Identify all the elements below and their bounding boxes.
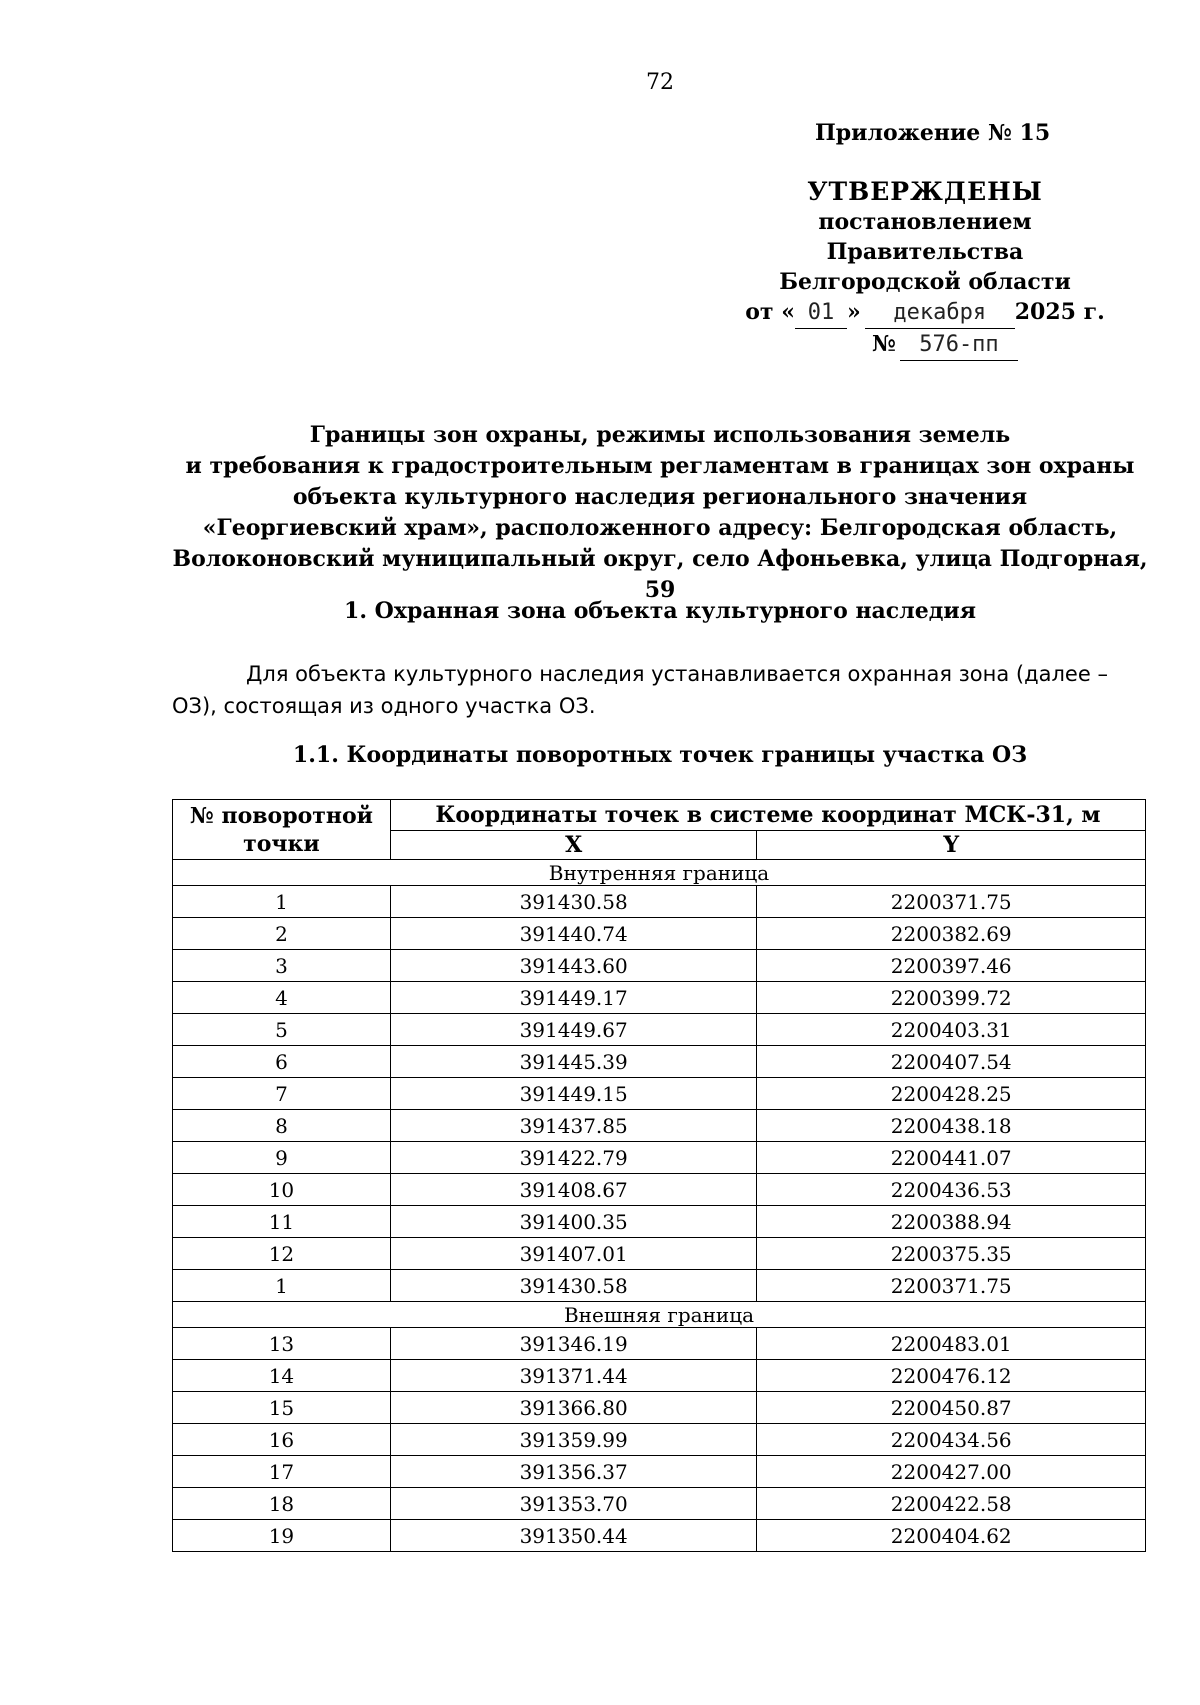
point-number-cell: 11: [173, 1206, 391, 1238]
y-coordinate-cell: 2200422.58: [757, 1488, 1146, 1520]
approval-date-line: [730, 297, 1120, 329]
y-coordinate-cell: 2200450.87: [757, 1392, 1146, 1424]
y-coordinate-cell: 2200371.75: [757, 1270, 1146, 1302]
point-number-cell: 19: [173, 1520, 391, 1552]
y-coordinate-cell: 2200375.35: [757, 1238, 1146, 1270]
y-coordinate-cell: 2200397.46: [757, 950, 1146, 982]
table-row: [173, 1520, 1146, 1552]
group-label: Внешняя граница: [173, 1302, 1146, 1328]
point-number-cell: 16: [173, 1424, 391, 1456]
date-mid: »: [846, 299, 861, 325]
x-coordinate-cell: 391449.15: [390, 1078, 757, 1110]
body-paragraph: Для объекта культурного наследия устанавливается охранная зона (далее – ОЗ), состоящая из одного участка ОЗ.: [172, 662, 1108, 718]
title-line-4: «Георгиевский храм», расположенного адресу: Белгородская область,: [202, 515, 1118, 541]
x-coordinate-cell: 391408.67: [390, 1174, 757, 1206]
point-number-cell: 2: [173, 918, 391, 950]
section-heading: 1. Охранная зона объекта культурного наследия: [344, 598, 976, 624]
table-row: [173, 1456, 1146, 1488]
x-coordinate-cell: 391422.79: [390, 1142, 757, 1174]
table-group-row: [173, 860, 1146, 886]
table-row: [173, 886, 1146, 918]
column-header-y: Y: [757, 831, 1146, 860]
x-coordinate-cell: 391359.99: [390, 1424, 757, 1456]
x-coordinate-cell: 391350.44: [390, 1520, 757, 1552]
document-title: [160, 420, 1160, 606]
point-number-cell: 5: [173, 1014, 391, 1046]
table-row: [173, 918, 1146, 950]
point-number-cell: 15: [173, 1392, 391, 1424]
table-row: [173, 1424, 1146, 1456]
y-coordinate-cell: 2200428.25: [757, 1078, 1146, 1110]
x-coordinate-cell: 391353.70: [390, 1488, 757, 1520]
table-row: [173, 1174, 1146, 1206]
table-row: [173, 950, 1146, 982]
appendix-label: Приложение № 15: [815, 120, 1051, 146]
subsection-heading: 1.1. Координаты поворотных точек границы участка ОЗ: [292, 742, 1028, 768]
point-number-cell: 10: [173, 1174, 391, 1206]
x-coordinate-cell: 391437.85: [390, 1110, 757, 1142]
date-prefix: от «: [745, 299, 795, 325]
x-coordinate-cell: 391400.35: [390, 1206, 757, 1238]
y-coordinate-cell: 2200399.72: [757, 982, 1146, 1014]
table-row: [173, 1014, 1146, 1046]
date-day: 01: [795, 298, 847, 329]
title-line-3: объекта культурного наследия регионального значения: [292, 484, 1028, 510]
x-coordinate-cell: 391449.67: [390, 1014, 757, 1046]
title-line-2: и требования к градостроительным регламентам в границах зон охраны: [185, 453, 1135, 479]
table-row: [173, 982, 1146, 1014]
table-row: [173, 1488, 1146, 1520]
y-coordinate-cell: 2200441.07: [757, 1142, 1146, 1174]
column-header-point: № поворотной точки: [173, 800, 391, 860]
table-row: [173, 1206, 1146, 1238]
y-coordinate-cell: 2200427.00: [757, 1456, 1146, 1488]
group-label: Внутренняя граница: [173, 860, 1146, 886]
point-number-cell: 9: [173, 1142, 391, 1174]
y-coordinate-cell: 2200388.94: [757, 1206, 1146, 1238]
table-row: [173, 1360, 1146, 1392]
x-coordinate-cell: 391356.37: [390, 1456, 757, 1488]
title-line-1: Границы зон охраны, режимы использования земель: [309, 422, 1011, 448]
y-coordinate-cell: 2200434.56: [757, 1424, 1146, 1456]
table-row: [173, 1328, 1146, 1360]
x-coordinate-cell: 391366.80: [390, 1392, 757, 1424]
number-prefix: №: [872, 331, 896, 357]
point-number-cell: 7: [173, 1078, 391, 1110]
point-number-cell: 1: [173, 886, 391, 918]
table-row: [173, 1392, 1146, 1424]
x-coordinate-cell: 391430.58: [390, 1270, 757, 1302]
y-coordinate-cell: 2200403.31: [757, 1014, 1146, 1046]
point-number-cell: 13: [173, 1328, 391, 1360]
approval-line-1: постановлением Правительства: [818, 209, 1032, 265]
y-coordinate-cell: 2200438.18: [757, 1110, 1146, 1142]
date-suffix: 2025 г.: [1014, 299, 1105, 325]
point-number-cell: 14: [173, 1360, 391, 1392]
x-coordinate-cell: 391445.39: [390, 1046, 757, 1078]
column-header-coordinates: Координаты точек в системе координат МСК-31, м: [390, 800, 1145, 831]
y-coordinate-cell: 2200483.01: [757, 1328, 1146, 1360]
y-coordinate-cell: 2200407.54: [757, 1046, 1146, 1078]
x-coordinate-cell: 391346.19: [390, 1328, 757, 1360]
y-coordinate-cell: 2200404.62: [757, 1520, 1146, 1552]
x-coordinate-cell: 391430.58: [390, 886, 757, 918]
coordinates-table: [172, 799, 1146, 1552]
table-group-row: [173, 1302, 1146, 1328]
table-row: [173, 1238, 1146, 1270]
table-row: [173, 1078, 1146, 1110]
x-coordinate-cell: 391407.01: [390, 1238, 757, 1270]
table-row: [173, 1046, 1146, 1078]
point-number-cell: 1: [173, 1270, 391, 1302]
y-coordinate-cell: 2200476.12: [757, 1360, 1146, 1392]
point-number-cell: 17: [173, 1456, 391, 1488]
y-coordinate-cell: 2200371.75: [757, 886, 1146, 918]
point-number-cell: 4: [173, 982, 391, 1014]
table-body: [173, 860, 1146, 1552]
page-number: 72: [646, 70, 674, 95]
x-coordinate-cell: 391449.17: [390, 982, 757, 1014]
point-number-cell: 6: [173, 1046, 391, 1078]
x-coordinate-cell: 391371.44: [390, 1360, 757, 1392]
approval-number-line: [730, 329, 1120, 361]
y-coordinate-cell: 2200382.69: [757, 918, 1146, 950]
point-number-cell: 3: [173, 950, 391, 982]
title-line-5: Волоконовский муниципальный округ, село Афоньевка, улица Подгорная, 59: [172, 546, 1148, 603]
table-row: [173, 1270, 1146, 1302]
approval-heading: УТВЕРЖДЕНЫ: [807, 177, 1043, 206]
point-number-cell: 18: [173, 1488, 391, 1520]
x-coordinate-cell: 391440.74: [390, 918, 757, 950]
column-header-x: X: [390, 831, 757, 860]
date-month: декабря: [865, 298, 1015, 329]
approval-line-2: Белгородской области: [779, 269, 1071, 295]
x-coordinate-cell: 391443.60: [390, 950, 757, 982]
y-coordinate-cell: 2200436.53: [757, 1174, 1146, 1206]
point-number-cell: 8: [173, 1110, 391, 1142]
table-row: [173, 1110, 1146, 1142]
table-row: [173, 1142, 1146, 1174]
point-number-cell: 12: [173, 1238, 391, 1270]
approval-block: [730, 177, 1120, 361]
document-number: 576-пп: [900, 330, 1018, 361]
